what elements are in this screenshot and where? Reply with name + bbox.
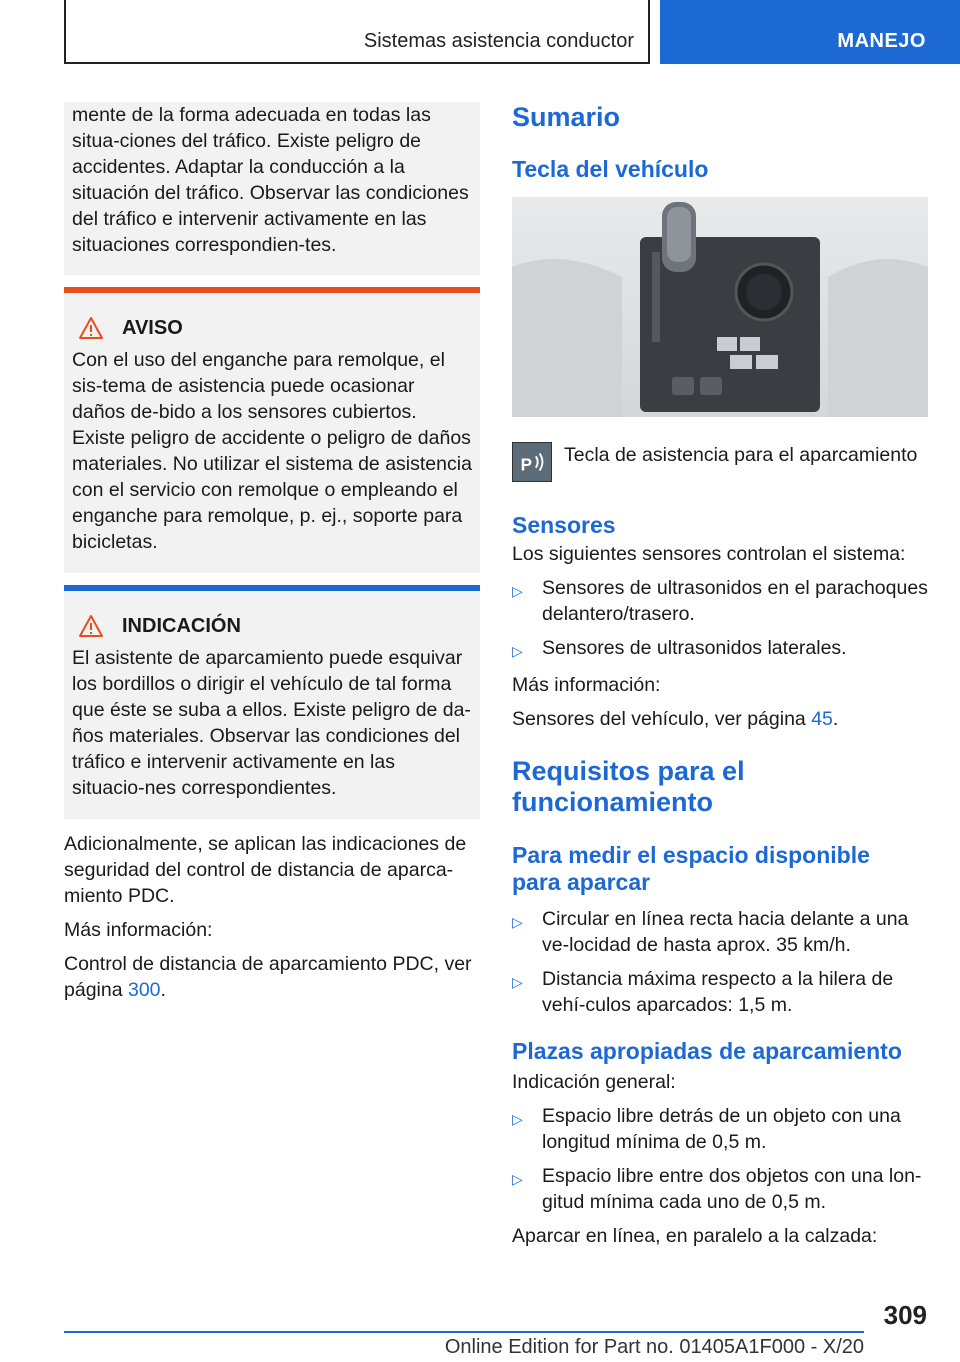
triangle-right-bullet-icon: ▷	[512, 643, 523, 659]
xref-end: .	[160, 979, 166, 1001]
list-item	[512, 575, 928, 627]
warning-triangle-icon	[78, 316, 104, 340]
list-item	[512, 966, 928, 1018]
page-number: 309	[883, 1300, 927, 1330]
aviso-text: Con el uso del enganche para remolque, el sis-tema de asistencia puede ocasionar daños de-bido a los sensores cubiertos. Existe peligro de accidente o peligro de daños materiales. No utilizar el sistema de asistencia con el servicio con remolque o empleando el enganche para remolque, p. ej., soporte para bicicletas.	[72, 349, 472, 553]
indicacion-text: El asistente de aparcamiento puede esquivar los bordillos o dirigir el vehículo de tal forma que éste se suba a ellos. Existe peligro de da-ños materiales. Observar las condiciones del tráfico e intervenir activamente en las situacio-nes correspondientes.	[72, 647, 471, 799]
left-column	[64, 102, 480, 1003]
page-link-45[interactable]: 45	[811, 708, 833, 730]
triangle-right-bullet-icon: ▷	[512, 1171, 523, 1187]
list-item-text: Sensores de ultrasonidos laterales.	[542, 637, 847, 659]
more-info-label: Más información:	[64, 919, 213, 941]
heading-medir: Para medir el espacio disponible para aparcar	[512, 842, 870, 895]
list-item	[512, 1163, 928, 1215]
aviso-heading	[72, 315, 472, 341]
parking-assistant-key-icon	[512, 442, 552, 482]
aviso-title: AVISO	[122, 317, 183, 339]
triangle-right-bullet-icon: ▷	[512, 583, 523, 599]
heading-sensores: Sensores	[512, 512, 616, 538]
sensores-intro: Los siguientes sensores controlan el sistema:	[512, 543, 906, 565]
list-item	[512, 906, 928, 958]
sensores-xref	[512, 706, 928, 732]
list-item-text: Sensores de ultrasonidos en el parachoques delantero/trasero.	[542, 577, 928, 625]
vehicle-console-photo	[512, 197, 928, 417]
intro-note-box	[64, 102, 480, 275]
list-item-text: Espacio libre entre dos objetos con una lon-gitud mínima cada uno de 0,5 m.	[542, 1165, 922, 1213]
caption-text: Tecla de asistencia para el aparcamiento	[564, 444, 918, 466]
list-item-text: Circular en línea recta hacia delante a una ve-locidad de hasta aprox. 35 km/h.	[542, 908, 909, 956]
plazas-intro: Indicación general:	[512, 1071, 676, 1093]
list-item-text: Distancia máxima respecto a la hilera de vehí-culos aparcados: 1,5 m.	[542, 968, 894, 1016]
xref-end: .	[832, 708, 839, 730]
warning-triangle-icon	[78, 614, 104, 638]
indicacion-heading	[72, 613, 472, 639]
footer-edition: Online Edition for Part no. 01405A1F000 - X/20	[444, 1336, 864, 1358]
pdc-safety-paragraph: Adicionalmente, se aplican las indicaciones de seguridad del control de distancia de aparca-miento PDC.	[64, 833, 467, 907]
chapter-tab[interactable]	[660, 0, 960, 64]
svg-text:P: P	[520, 455, 533, 475]
aviso-box	[64, 287, 480, 573]
more-info-label: Más información:	[512, 674, 661, 696]
heading-requisitos: Requisitos para el funcionamiento	[512, 756, 745, 817]
section-title: Sistemas asistencia conductor	[363, 30, 634, 52]
heading-sumario: Sumario	[512, 102, 621, 132]
photo-caption	[512, 442, 928, 482]
xref-text: Control de distancia de aparcamiento PDC, ver página	[64, 953, 472, 1001]
pdc-xref	[64, 951, 480, 1003]
triangle-right-bullet-icon: ▷	[512, 974, 523, 990]
triangle-right-bullet-icon: ▷	[512, 914, 523, 930]
list-item	[512, 1103, 928, 1155]
heading-tecla: Tecla del vehículo	[512, 156, 709, 182]
intro-note-text: mente de la forma adecuada en todas las situa-ciones del tráfico. Existe peligro de accidentes. Adaptar la conducción a la situación del tráfico. Observar las condiciones del tráfico e intervenir activamente en las situaciones correspondien-tes.	[72, 104, 469, 256]
list-item-text: Espacio libre detrás de un objeto con una longitud mínima de 0,5 m.	[542, 1105, 901, 1153]
indicacion-title: INDICACIÓN	[122, 615, 241, 637]
triangle-right-bullet-icon: ▷	[512, 1111, 523, 1127]
header-section-box	[64, 0, 650, 64]
xref-text: Sensores del vehículo, ver página	[512, 708, 812, 730]
indicacion-box	[64, 585, 480, 819]
list-item	[512, 635, 928, 664]
heading-plazas: Plazas apropiadas de aparcamiento	[512, 1038, 902, 1064]
chapter-tab-label: MANEJO	[837, 30, 926, 52]
page-link-300[interactable]: 300	[127, 979, 161, 1001]
aparcar-linea-paragraph: Aparcar en línea, en paralelo a la calzada:	[512, 1225, 878, 1247]
footer-rule	[64, 1331, 864, 1333]
right-column	[512, 102, 928, 1249]
